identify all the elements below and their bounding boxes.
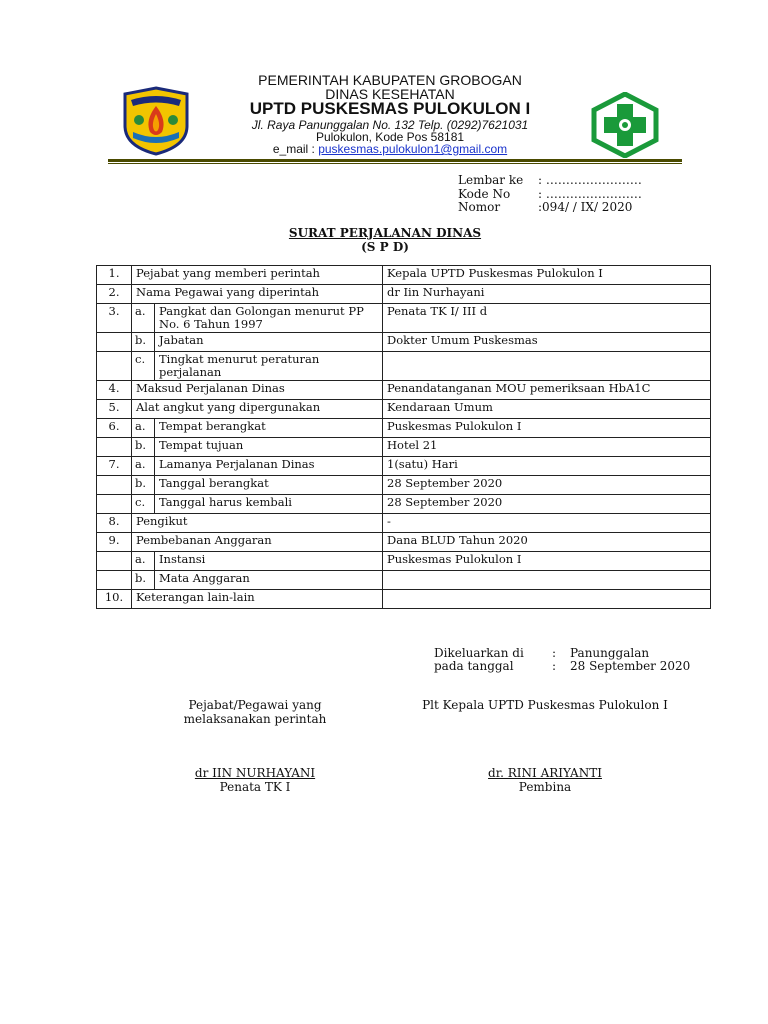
table-row <box>97 438 711 457</box>
row-label: Pejabat yang memberi perintah <box>132 266 383 285</box>
row-value: dr Iin Nurhayani <box>383 285 711 304</box>
row-sub-letter: b. <box>132 476 155 495</box>
table-row <box>97 381 711 400</box>
document-title: SURAT PERJALANAN DINAS <box>288 226 482 240</box>
issued-colon: : <box>552 659 557 673</box>
letterhead-department: DINAS KESEHATAN <box>325 86 455 102</box>
table-row <box>97 285 711 304</box>
issued-date-value: 28 September 2020 <box>570 659 691 673</box>
row-number: 3. <box>97 304 132 333</box>
row-sub-letter: a. <box>132 304 155 333</box>
meta-value: : …………………… <box>538 173 642 187</box>
grobogan-regency-emblem-icon <box>121 86 191 156</box>
row-number <box>97 333 132 352</box>
row-label: Tingkat menurut peraturan perjalanan <box>155 352 383 381</box>
table-row <box>97 514 711 533</box>
letterhead-rule-thick <box>108 159 682 162</box>
row-value: Dokter Umum Puskesmas <box>383 333 711 352</box>
row-number <box>97 552 132 571</box>
table-row <box>97 400 711 419</box>
signature-left-role-line2: melaksanakan perintah <box>183 712 327 726</box>
issued-place <box>434 646 649 660</box>
puskesmas-cross-logo-icon <box>590 92 660 158</box>
row-label: Maksud Perjalanan Dinas <box>132 381 383 400</box>
letterhead-government: PEMERINTAH KABUPATEN GROBOGAN <box>258 72 522 88</box>
signature-left-name: dr IIN NURHAYANI <box>194 766 316 780</box>
row-number: 2. <box>97 285 132 304</box>
row-value <box>383 590 711 609</box>
table-row <box>97 352 711 381</box>
meta-value: :094/ / IX/ 2020 <box>538 200 633 214</box>
signature-left-role-line1: Pejabat/Pegawai yang <box>188 698 322 712</box>
spd-table <box>96 265 711 609</box>
row-value: Penandatanganan MOU pemeriksaan HbA1C <box>383 381 711 400</box>
row-label: Tempat tujuan <box>155 438 383 457</box>
document-subtitle: (S P D) <box>361 240 409 254</box>
table-row <box>97 495 711 514</box>
table-row <box>97 333 711 352</box>
signature-left-rank: Penata TK I <box>219 780 291 794</box>
table-row <box>97 419 711 438</box>
row-number <box>97 476 132 495</box>
row-value: Kendaraan Umum <box>383 400 711 419</box>
row-value: - <box>383 514 711 533</box>
row-sub-letter: b. <box>132 571 155 590</box>
letterhead-address: Jl. Raya Panunggalan No. 132 Telp. (0292)7621031 <box>251 118 529 132</box>
letterhead-institution: UPTD PUSKESMAS PULOKULON I <box>249 99 531 118</box>
letterhead-rule-thin <box>108 163 682 164</box>
signature-left-name-block <box>150 766 360 794</box>
row-number: 8. <box>97 514 132 533</box>
row-value: Puskesmas Pulokulon I <box>383 552 711 571</box>
row-number: 5. <box>97 400 132 419</box>
issued-date-label: pada tanggal <box>434 659 514 673</box>
row-value: 28 September 2020 <box>383 495 711 514</box>
row-value: 28 September 2020 <box>383 476 711 495</box>
row-number: 4. <box>97 381 132 400</box>
signature-right-name: dr. RINI ARIYANTI <box>488 766 602 780</box>
meta-value: : …………………… <box>538 187 642 201</box>
table-row <box>97 457 711 476</box>
row-label: Alat angkut yang dipergunakan <box>132 400 383 419</box>
row-number: 1. <box>97 266 132 285</box>
letterhead-postal: Pulokulon, Kode Pos 58181 <box>315 130 465 144</box>
row-sub-letter: a. <box>132 457 155 476</box>
row-number: 7. <box>97 457 132 476</box>
row-value: Hotel 21 <box>383 438 711 457</box>
issued-colon: : <box>552 646 557 660</box>
table-row <box>97 552 711 571</box>
row-value <box>383 352 711 381</box>
row-label: Jabatan <box>155 333 383 352</box>
row-number: 9. <box>97 533 132 552</box>
row-sub-letter: b. <box>132 438 155 457</box>
meta-number <box>458 200 718 214</box>
row-label: Lamanya Perjalanan Dinas <box>155 457 383 476</box>
row-label: Pangkat dan Golongan menurut PP No. 6 Tahun 1997 <box>155 304 383 333</box>
row-value: Puskesmas Pulokulon I <box>383 419 711 438</box>
table-row <box>97 590 711 609</box>
row-value: Dana BLUD Tahun 2020 <box>383 533 711 552</box>
row-value: 1(satu) Hari <box>383 457 711 476</box>
table-row <box>97 304 711 333</box>
letterhead-email <box>200 142 580 156</box>
row-number <box>97 438 132 457</box>
issued-place-value: Panunggalan <box>570 646 650 660</box>
signature-left-role <box>150 698 360 726</box>
row-label: Instansi <box>155 552 383 571</box>
row-label: Nama Pegawai yang diperintah <box>132 285 383 304</box>
row-label: Pengikut <box>132 514 383 533</box>
meta-key: Nomor <box>458 200 501 214</box>
email-link[interactable]: puskesmas.pulokulon1@gmail.com <box>318 142 508 156</box>
row-label: Tanggal harus kembali <box>155 495 383 514</box>
meta-code <box>458 187 718 201</box>
row-label: Pembebanan Anggaran <box>132 533 383 552</box>
row-value: Kepala UPTD Puskesmas Pulokulon I <box>383 266 711 285</box>
table-row <box>97 476 711 495</box>
row-sub-letter: b. <box>132 333 155 352</box>
row-number <box>97 571 132 590</box>
row-sub-letter: c. <box>132 352 155 381</box>
table-row <box>97 533 711 552</box>
row-label: Tempat berangkat <box>155 419 383 438</box>
row-sub-letter: a. <box>132 419 155 438</box>
meta-key: Lembar ke <box>458 173 524 187</box>
signature-right-rank: Pembina <box>518 780 572 794</box>
signature-right-name-block <box>395 766 695 794</box>
table-row <box>97 571 711 590</box>
issued-date <box>434 659 690 673</box>
email-label: e_mail : <box>272 142 319 156</box>
meta-sheet <box>458 173 718 187</box>
row-number: 6. <box>97 419 132 438</box>
row-value <box>383 571 711 590</box>
row-number <box>97 495 132 514</box>
table-row <box>97 266 711 285</box>
row-label: Mata Anggaran <box>155 571 383 590</box>
meta-key: Kode No <box>458 187 511 201</box>
row-value: Penata TK I/ III d <box>383 304 711 333</box>
row-label: Tanggal berangkat <box>155 476 383 495</box>
row-sub-letter: a. <box>132 552 155 571</box>
signature-right-role: Plt Kepala UPTD Puskesmas Pulokulon I <box>422 698 668 712</box>
row-number: 10. <box>97 590 132 609</box>
issued-place-label: Dikeluarkan di <box>434 646 524 660</box>
row-label: Keterangan lain-lain <box>132 590 383 609</box>
row-number <box>97 352 132 381</box>
row-sub-letter: c. <box>132 495 155 514</box>
